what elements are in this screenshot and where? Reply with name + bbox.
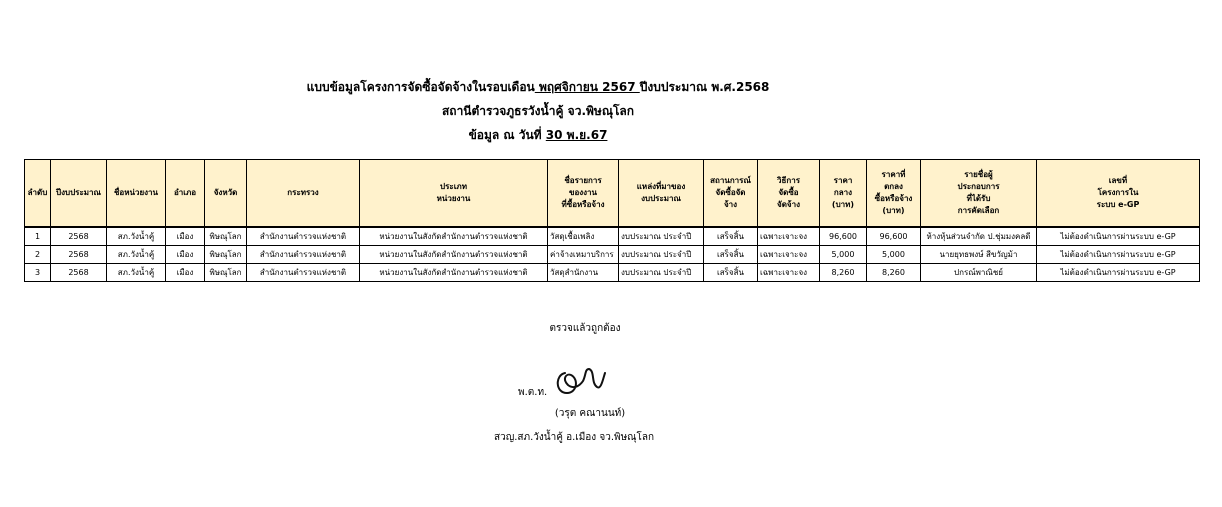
col-header-agency-type: ประเภท หน่วยงาน (360, 160, 548, 228)
cell-district: เมือง (166, 246, 205, 264)
cell-item: วัสดุเชื้อเพลิง (548, 227, 619, 246)
cell-fiscal-year: 2568 (51, 264, 107, 282)
col-header-order: ลำดับ (25, 160, 51, 228)
cell-province: พิษณุโลก (205, 246, 247, 264)
cell-status: เสร็จสิ้น (704, 246, 758, 264)
col-header-agency: ชื่อหน่วยงาน (107, 160, 166, 228)
title-month: พฤศจิกายน 2567 (534, 80, 640, 94)
cell-status: เสร็จสิ้น (704, 264, 758, 282)
col-header-province: จังหวัด (205, 160, 247, 228)
cell-agency-type: หน่วยงานในสังกัดสำนักงานตำรวจแห่งชาติ (360, 264, 548, 282)
cell-order: 2 (25, 246, 51, 264)
cell-egp-number: ไม่ต้องดำเนินการผ่านระบบ e-GP (1037, 246, 1200, 264)
signer-rank: พ.ต.ท. (518, 387, 548, 398)
cell-agency: สภ.วังน้ำคู้ (107, 227, 166, 246)
cell-order: 3 (25, 264, 51, 282)
cell-province: พิษณุโลก (205, 227, 247, 246)
cell-budget-source: งบประมาณ ประจำปี (619, 227, 704, 246)
cell-ministry: สำนักงานตำรวจแห่งชาติ (247, 227, 360, 246)
cell-agreed-price: 96,600 (867, 227, 921, 246)
col-header-egp-number: เลขที่ โครงการใน ระบบ e-GP (1037, 160, 1200, 228)
cell-order: 1 (25, 227, 51, 246)
cell-agency-type: หน่วยงานในสังกัดสำนักงานตำรวจแห่งชาติ (360, 246, 548, 264)
cell-contractor: นายยุทธพงษ์ สีขวัญม้า (921, 246, 1037, 264)
table-row (25, 246, 1200, 264)
cell-ministry: สำนักงานตำรวจแห่งชาติ (247, 264, 360, 282)
cell-median-price: 96,600 (820, 227, 867, 246)
signer-position: สวญ.สภ.วังน้ำคู้ อ.เมือง จว.พิษณุโลก (493, 432, 655, 443)
cell-agency: สภ.วังน้ำคู้ (107, 246, 166, 264)
data-date (469, 126, 608, 145)
cell-median-price: 8,260 (820, 264, 867, 282)
cell-fiscal-year: 2568 (51, 227, 107, 246)
cell-ministry: สำนักงานตำรวจแห่งชาติ (247, 246, 360, 264)
station-name: สถานีตำรวจภูธรวังน้ำคู้ จว.พิษณุโลก (441, 104, 635, 118)
cell-method: เฉพาะเจาะจง (758, 246, 820, 264)
cell-agency: สภ.วังน้ำคู้ (107, 264, 166, 282)
col-header-district: อำเภอ (166, 160, 205, 228)
cell-method: เฉพาะเจาะจง (758, 264, 820, 282)
cell-agency-type: หน่วยงานในสังกัดสำนักงานตำรวจแห่งชาติ (360, 227, 548, 246)
col-header-contractor: รายชื่อผู้ ประกอบการ ที่ได้รับ การคัดเลือก (921, 160, 1037, 228)
cell-egp-number: ไม่ต้องดำเนินการผ่านระบบ e-GP (1037, 264, 1200, 282)
cell-contractor: ห้างหุ้นส่วนจำกัด ป.ชุ่มมงคลดี (921, 227, 1037, 246)
table-header (25, 160, 1200, 228)
cell-item: ค่าจ้างเหมาบริการ (548, 246, 619, 264)
col-header-fiscal-year: ปีงบประมาณ (51, 160, 107, 228)
col-header-status: สถานการณ์ จัดซื้อจัด จ้าง (704, 160, 758, 228)
cell-budget-source: งบประมาณ ประจำปี (619, 246, 704, 264)
procurement-table (24, 159, 1200, 282)
signer-name: (วรุต คณานนท์) (554, 408, 626, 419)
handwritten-signature (553, 365, 613, 401)
cell-egp-number: ไม่ต้องดำเนินการผ่านระบบ e-GP (1037, 227, 1200, 246)
cell-status: เสร็จสิ้น (704, 227, 758, 246)
date-value: 30 พ.ย.67 (545, 128, 608, 142)
cell-fiscal-year: 2568 (51, 246, 107, 264)
cell-agreed-price: 8,260 (867, 264, 921, 282)
document-title (307, 78, 770, 97)
date-prefix: ข้อมูล ณ วันที่ (468, 128, 546, 142)
cell-median-price: 5,000 (820, 246, 867, 264)
cell-method: เฉพาะเจาะจง (758, 227, 820, 246)
col-header-median-price: ราคา กลาง (บาท) (820, 160, 867, 228)
title-prefix: แบบข้อมูลโครงการจัดซื้อจัดจ้างในรอบเดือน (306, 80, 535, 94)
col-header-method: วิธีการ จัดซื้อ จัดจ้าง (758, 160, 820, 228)
col-header-budget-source: แหล่งที่มาของ งบประมาณ (619, 160, 704, 228)
table-body (25, 227, 1200, 282)
cell-contractor: ปกรณ์พาณิชย์ (921, 264, 1037, 282)
table-row (25, 264, 1200, 282)
cell-district: เมือง (166, 227, 205, 246)
title-suffix: ปีงบประมาณ พ.ศ.2568 (639, 80, 770, 94)
verified-text: ตรวจแล้วถูกต้อง (549, 323, 621, 334)
table-row (25, 227, 1200, 246)
cell-item: วัสดุสำนักงาน (548, 264, 619, 282)
col-header-item: ชื่อรายการ ของงาน ที่ซื้อหรือจ้าง (548, 160, 619, 228)
cell-budget-source: งบประมาณ ประจำปี (619, 264, 704, 282)
cell-province: พิษณุโลก (205, 264, 247, 282)
cell-agreed-price: 5,000 (867, 246, 921, 264)
col-header-agreed-price: ราคาที่ ตกลง ซื้อหรือจ้าง (บาท) (867, 160, 921, 228)
cell-district: เมือง (166, 264, 205, 282)
col-header-ministry: กระทรวง (247, 160, 360, 228)
